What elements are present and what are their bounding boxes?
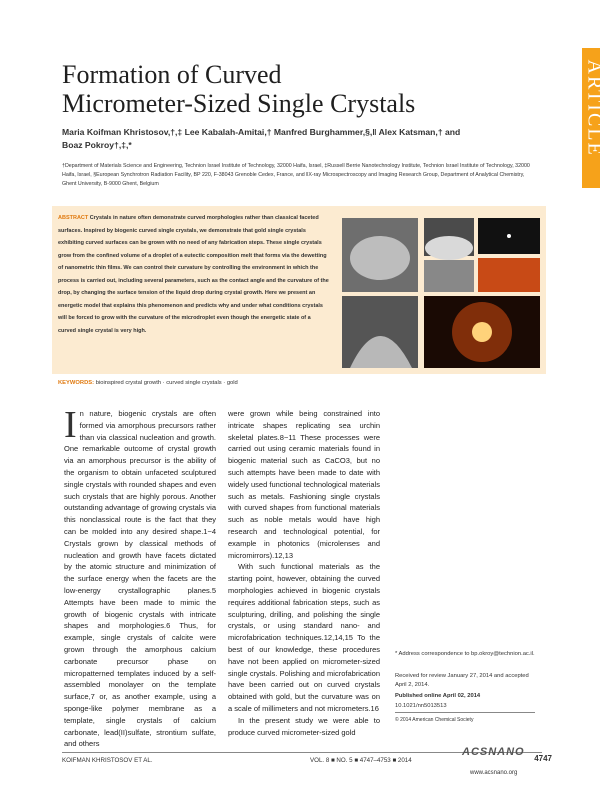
body-column-1: [64, 404, 216, 750]
crystal-dome-1: [350, 236, 410, 280]
doi: 10.1021/nn5013513: [395, 703, 447, 709]
authors-line-1: Maria Koifman Khristosov,†,‡ Lee Kabalah-Amitai,† Manfred Burghammer,§,‖ Alex Katsman,† and: [62, 127, 461, 137]
article-label: ARTICLE: [583, 59, 606, 157]
article-side-tab: [582, 48, 606, 188]
keywords-label: KEYWORDS:: [58, 380, 95, 386]
title-line-1: Formation of Curved: [62, 60, 282, 89]
authors: [62, 126, 502, 152]
paper-title: [62, 60, 482, 118]
keywords: [58, 380, 238, 386]
published-online: Published online April 02, 2014: [395, 693, 481, 699]
drop-cap: I: [64, 404, 77, 446]
footer: [62, 757, 536, 764]
sem-middle: [424, 260, 474, 292]
received-dates: Received for review January 27, 2014 and accepted April 2, 2014.: [395, 673, 529, 688]
col1-lead: n nature, biogenic crystals are often formed via amorphous precursors rather than via classical nucleation and growth.: [79, 409, 216, 442]
abstract-label: ABSTRACT: [58, 215, 89, 221]
diffraction-center: [472, 322, 492, 342]
keywords-list: bioinspired crystal growth · curved single crystals · gold: [95, 380, 238, 386]
abstract: [58, 212, 330, 337]
col2-paragraph-2: With such functional materials as the starting point, however, obtaining the curved morphologies achieved in biogenic crystals requires additional fabrication steps, such as sculpturing, drilling, and polishing the single crystals, or using standard nano- and microfabrication techniques.12,14,15 To the best of our knowledge, these procedures have not been applied on micrometer-sized single crystals. Polishing and microfabrication have been carried out on curved crystals obtained with gold, but the curvature was on a scale of millimeters and not micrometers.16: [228, 562, 380, 713]
copyright: © 2014 American Chemical Society: [395, 717, 474, 723]
diffraction-map: [478, 258, 540, 292]
affiliations: †Department of Materials Science and Engineering, Technion Israel Institute of Technology, 32000 Haifa, Israel, ‡Russell Berrie Nanotechnology Institute, Technion Israel Institute of Technology, 32000 Haifa, Israel, §European Synchrotron Radiation Facility, BP 220, F-38043 Grenoble Cedex, France, and ‖X-ray Microspectroscopy and Imaging Research Group, Department of Analytical Chemistry, Ghent University, B-9000 Ghent, Belgium: [62, 163, 530, 187]
journal-logo: ACSNANO: [462, 746, 525, 758]
crystal-dome-2: [425, 236, 473, 260]
authors-line-2: Boaz Pokroy†,‡,*: [62, 140, 132, 150]
col1-rest: One remarkable outcome of crystal growth via an amorphous precursor is the ability of the organism to obtain unfaceted sculptured single crystals with rounded shapes and even such crystals that are highly porous. Another outstanding advantage of growing crystals via this nonclassical route is the fact that they can be molded into any desired shape.1−4 Crystals grown by classical methods of nucleation and growth have facets dictated by the atomic structure and minimization of the surface energy when the facets are the low-energy crystallographic planes.5 Attempts have been made to mimic the growth of biogenic crystals with intricate shapes and morphologies.6 Thus, for example, single crystals of calcite were grown through the amorphous calcium carbonate precursor phase on micropatterned templates induced by a self-assembled monolayer on the template surface,7 or, as another example, using a sponge-like polymer membrane as a template, single crystals of calcium carbonate, lead(II)sulfate, strontium sulfate, and others: [64, 444, 216, 749]
toc-graphic: [342, 218, 540, 368]
footer-volume: VOL. 8 ■ NO. 5 ■ 4747–4753 ■ 2014: [310, 757, 412, 764]
abstract-body: Crystals in nature often demonstrate curved morphologies rather than classical faceted surfaces. Inspired by biogenic curved single crystals, we demonstrate that gold single crystals exhibiting curved surfaces can be grown with no need of any fabrication steps. These single crystals grow from the confined volume of a droplet of a eutectic composition melt that forms via the dewetting of nanometric thin films. We can control their curvature by controlling the environment in which the process is carried out, including several parameters, such as the contact angle and the curvature of the drop, by changing the surface tension of the liquid drop during crystal growth. Here we present an energetic model that explains this phenomenon and predicts why and under what conditions crystals will be forced to grow with the curvature of the microdroplet even though the energetic state of a curved single crystal is very high.: [58, 215, 329, 334]
diffraction-spot: [507, 234, 511, 238]
correspondence: * Address correspondence to bp.okroy@technion.ac.il.: [395, 651, 535, 657]
body-column-2: [228, 408, 380, 738]
col2-paragraph-3: In the present study we were able to produce curved micrometer-sized gold: [228, 715, 380, 737]
journal-url[interactable]: www.acsnano.org: [470, 770, 518, 776]
page-number: 4747: [534, 754, 552, 763]
title-line-2: Micrometer-Sized Single Crystals: [62, 89, 416, 118]
col2-paragraph-1: were grown while being constrained into intricate shapes replicating sea urchin skeletal plates.8−11 These processes were carried out using ceramic materials found in biogenic material such as CaCO3, but no such attempts have been made to date with widely used functional technological materials such as metals. Fashioning single crystals with curved shapes from functional materials such as noble metals would have high research and technological potential, for example in photonics (microlenses and micromirrors).12,13: [228, 409, 380, 560]
footer-authors: KOIFMAN KHRISTOSOV ET AL.: [62, 757, 153, 764]
divider: [395, 712, 535, 713]
